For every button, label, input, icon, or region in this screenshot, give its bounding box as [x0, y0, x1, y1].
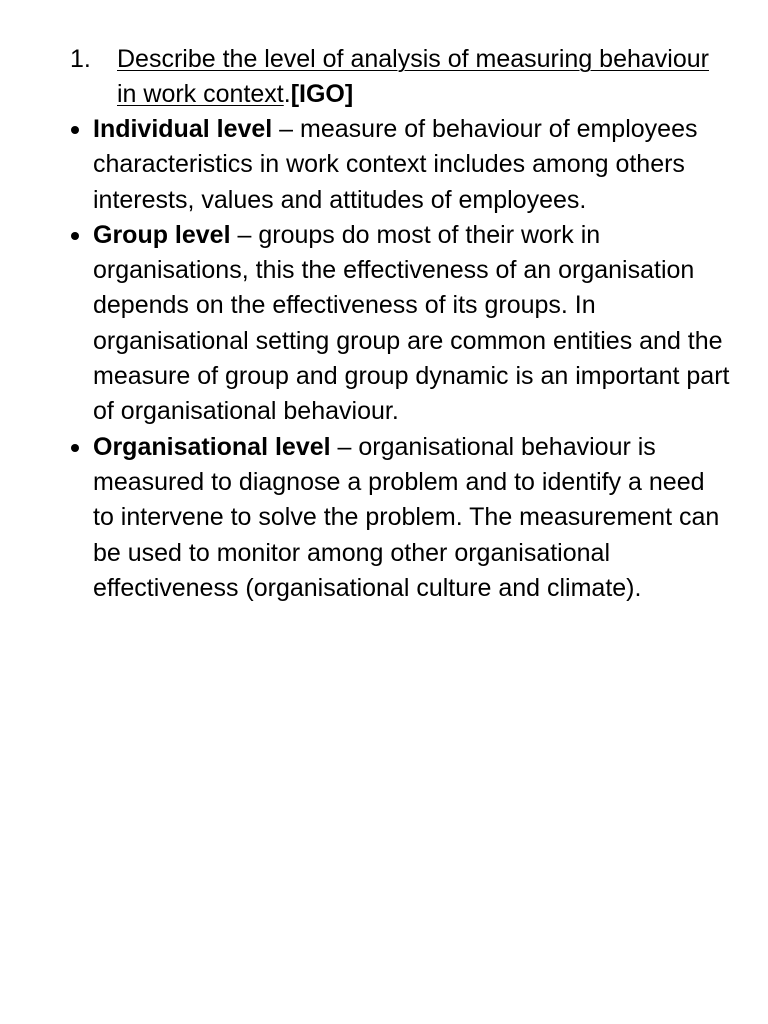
question-heading	[70, 42, 710, 113]
bullet-term: Group level	[93, 220, 231, 249]
bullet-dash: –	[272, 115, 301, 143]
bullet-text: measure of behaviour of employees characteristics in work context includes among others interests, values and attitudes of employees.	[93, 115, 698, 214]
bullet-text: groups do most of their work in organisations, this the effectiveness of an organisation depends on the effectiveness of its groups. In organisational setting group are common entities and the measure of group and group dynamic is an important part of organisational behaviour.	[93, 220, 730, 426]
bullet-text: organisational behaviour is measured to diagnose a problem and to identify a need to intervene to solve the problem. The measurement can be used to monitor among other organisational effectiveness (organisational culture and climate).	[93, 432, 720, 602]
bullet-dash: –	[330, 432, 359, 461]
bullet-dash: –	[230, 220, 259, 249]
bullet-list	[70, 112, 730, 606]
bullet-term: Organisational level	[93, 432, 331, 461]
bullet-item-group-level	[70, 218, 730, 430]
bullet-dot-icon	[71, 126, 79, 134]
question-text: Describe the level of analysis of measuring behaviour in work context	[117, 45, 709, 109]
question-period: .	[283, 80, 291, 109]
question-number: 1.	[70, 45, 91, 73]
bullet-term: Individual level	[93, 115, 273, 143]
bullet-dot-icon	[71, 444, 79, 452]
bullet-item-individual-level	[70, 112, 730, 218]
question-text-block	[117, 42, 710, 113]
question-tag: [IGO]	[290, 80, 354, 109]
bullet-dot-icon	[71, 232, 79, 240]
bullet-item-organisational-level	[70, 430, 730, 606]
